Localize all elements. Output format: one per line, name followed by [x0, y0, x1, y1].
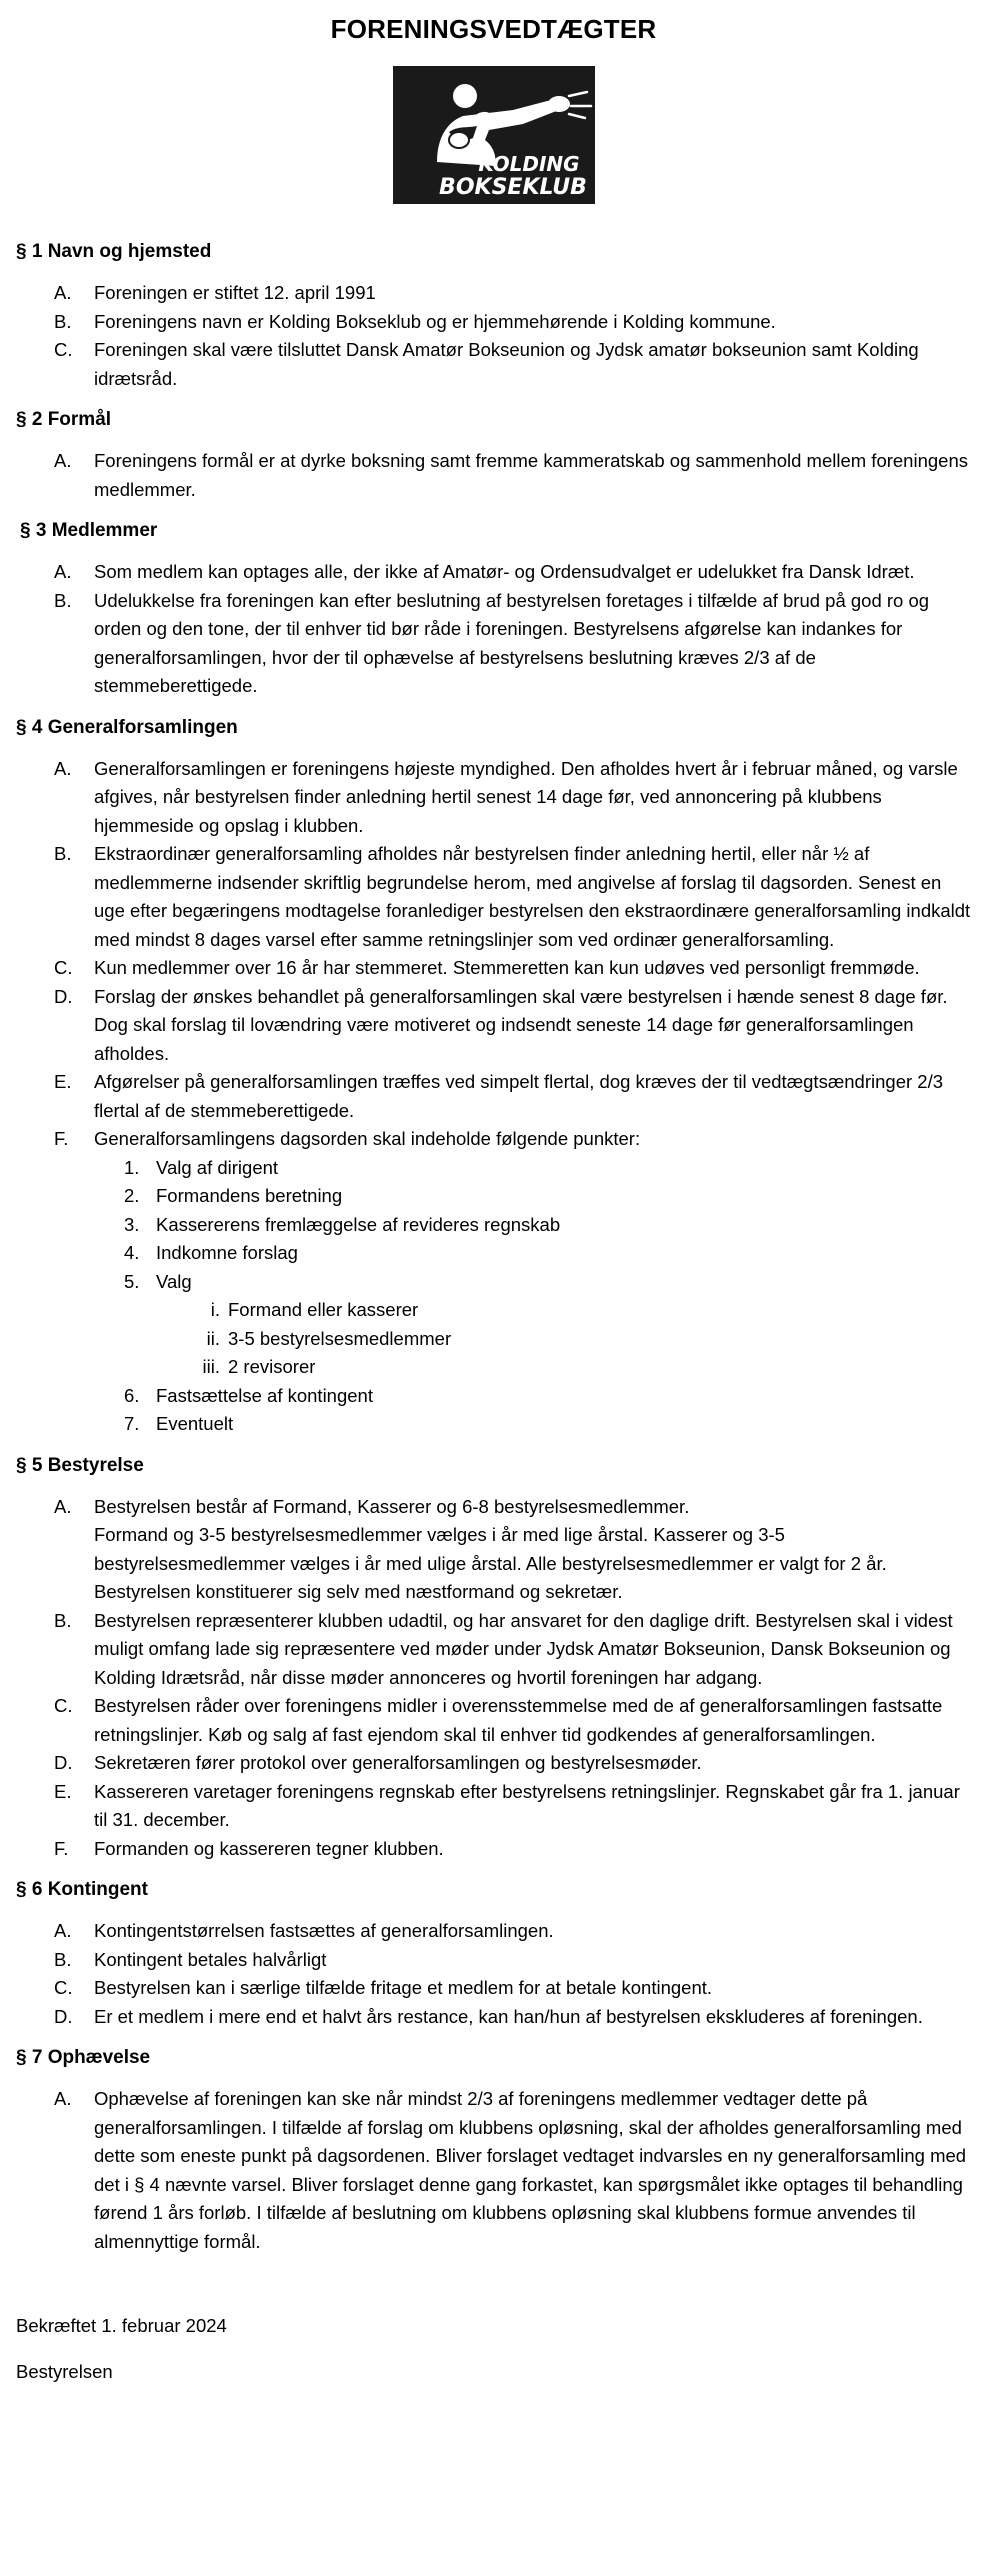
list-item	[16, 1835, 971, 1864]
list-marker: C.	[54, 957, 73, 978]
list-item-text: Bestyrelsen kan i særlige tilfælde fritage et medlem for at betale kontingent.	[94, 1977, 713, 1998]
list-item-text: Udelukkelse fra foreningen kan efter beslutning af bestyrelsen foretages i tilfælde af brud på god ro og orden og den tone, der til enhver tid bør råde i foreningen. Bestyrelsens afgørelse kan indankes for generalforsamlingen, hvor der til ophævelse af bestyrelsens beslutning kræves 2/3 af de stemmeberettigede.	[94, 589, 930, 696]
section-list-ophaevelse	[16, 2085, 971, 2256]
list-item-text: Kassereren varetager foreningens regnskab efter bestyrelsens retningslinjer. Regnskabet går fra 1. januar til 31. december.	[94, 1780, 960, 1830]
list-item-text: Ekstraordinær generalforsamling afholdes når bestyrelsen finder anledning hertil, eller når ½ af medlemmerne indsender skriftlig begrundelse herom, med angivelse af forslag til dagsorden. Senest en uge efter begæringens modtagelse foranlediger bestyrelsen den ekstraordinære generalforsamling indkaldt med mindst 8 dages varsel efter samme retningslinjer som ved ordinær generalforsamling.	[94, 843, 971, 950]
list-item	[16, 1778, 971, 1835]
list-item	[16, 840, 971, 954]
list-item-text: Ophævelse af foreningen kan ske når mindst 2/3 af foreningens medlemmer vedtager dette på generalforsamlingen. I tilfælde af forslag om klubbens opløsning, skal der afholdes generalforsamling med dette som eneste punkt på dagsordenen. Bliver forslaget vedtaget indvarsles en ny generalforsamling med det i § 4 nævnte varsel. Bliver forslaget denne gang forkastet, kan spørgsmålet ikke optages til behandling førend 1 års forløb. I tilfælde af beslutning om klubbens opløsning skal klubbens formue anvendes til almennyttige formål.	[94, 2088, 967, 2252]
list-marker: C.	[54, 339, 73, 360]
list-item	[16, 336, 971, 393]
list-item	[16, 1607, 971, 1693]
list-marker: B.	[54, 1948, 72, 1970]
list-item-text: Bestyrelsen repræsenterer klubben udadtil, og har ansvaret for den daglige drift. Bestyrelsen skal i videst muligt omfang lade sig repræsentere ved møder under Jydsk Amatør Bokseunion, Dansk Bokseunion og Kolding Idrætsråd, når disse møder annonceres og hvortil foreningen har adgang.	[94, 1609, 953, 1688]
list-marker: D.	[54, 2005, 73, 2027]
agenda-item	[94, 1410, 971, 1439]
section-list-generalforsamlingen	[16, 755, 971, 1439]
list-item-text: Formanden og kassereren tegner klubben.	[94, 1837, 444, 1859]
list-marker: E.	[54, 1071, 72, 1092]
section-list-medlemmer	[16, 558, 971, 701]
list-marker: A.	[54, 1495, 72, 1517]
section-list-formaal	[16, 447, 971, 504]
list-item-text: Foreningens navn er Kolding Bokseklub og er hjemmehørende i Kolding kommune.	[94, 310, 776, 332]
document-title: FORENINGSVEDTÆGTER	[330, 14, 657, 44]
list-item	[16, 1917, 971, 1946]
list-item	[16, 587, 971, 701]
list-item	[16, 1946, 971, 1975]
list-item	[16, 1749, 971, 1778]
logo-text-line1: KOLDING	[477, 152, 580, 176]
list-item-text: Kun medlemmer over 16 år har stemmeret. Stemmeretten kan kun udøves ved personligt fremmøde.	[94, 957, 920, 978]
agenda-item-text: Kassererens fremlæggelse af revideres regnskab	[156, 1213, 561, 1235]
list-marker: A.	[54, 757, 72, 779]
list-item	[16, 2085, 971, 2256]
list-item-text: Sekretæren fører protokol over generalforsamlingen og bestyrelsesmøder.	[94, 1752, 702, 1773]
list-item-text: Generalforsamlingens dagsorden skal indeholde følgende punkter:	[94, 1128, 641, 1149]
section-heading-kontingent: § 6 Kontingent	[16, 1879, 148, 1900]
list-marker: A.	[54, 2088, 72, 2109]
list-marker: A.	[54, 282, 72, 303]
section-heading-navn: § 1 Navn og hjemsted	[16, 241, 212, 262]
list-item-text-continued: Formand og 3-5 bestyrelsesmedlemmer vælges i år med lige årstal. Kasserer og 3-5 bestyrelsesmedlemmer vælges i år med ulige årstal. Alle bestyrelsesmedlemmer er valgt for 2 år. Bestyrelsen konstituerer sig selv med næstformand og sekretær.	[94, 1524, 887, 1602]
list-item-text: Kontingentstørrelsen fastsættes af generalforsamlingen.	[94, 1920, 554, 1941]
valg-item-text: 2 revisorer	[228, 1356, 316, 1377]
list-item	[16, 2003, 971, 2032]
agenda-item	[94, 1154, 971, 1183]
agenda-item-text: Valg	[156, 1270, 192, 1292]
list-marker: D.	[54, 985, 73, 1007]
valg-item	[156, 1353, 971, 1382]
list-item-text: Bestyrelsen består af Formand, Kasserer og 6-8 bestyrelsesmedlemmer.	[94, 1495, 690, 1517]
list-item	[16, 279, 971, 308]
list-marker: ii.	[206, 1327, 220, 1349]
confirmation-date: Bekræftet 1. februar 2024	[16, 2315, 227, 2336]
list-item	[16, 1692, 971, 1749]
list-item-text: Foreningen er stiftet 12. april 1991	[94, 282, 376, 303]
list-item	[16, 755, 971, 841]
list-item-text: Foreningen skal være tilsluttet Dansk Amatør Bokseunion og Jydsk amatør bokseunion samt Kolding idrætsråd.	[94, 339, 919, 389]
list-marker: A.	[54, 561, 72, 582]
section-heading-medlemmer: § 3 Medlemmer	[20, 520, 158, 541]
agenda-item-text: Valg af dirigent	[156, 1156, 279, 1178]
agenda-item	[94, 1382, 971, 1411]
list-item	[16, 308, 971, 337]
agenda-item-text: Eventuelt	[156, 1413, 234, 1434]
agenda-item-text: Fastsættelse af kontingent	[156, 1384, 373, 1406]
list-item	[16, 447, 971, 504]
list-marker: 4.	[124, 1242, 140, 1263]
list-item	[16, 1068, 971, 1125]
section-list-kontingent	[16, 1917, 971, 2031]
list-marker: 5.	[124, 1270, 140, 1292]
list-marker: A.	[54, 1920, 72, 1941]
list-item-text: Som medlem kan optages alle, der ikke af Amatør- og Ordensudvalget er udelukket fra Dansk Idræt.	[94, 561, 915, 582]
list-marker: C.	[54, 1977, 73, 1998]
list-marker: B.	[54, 843, 72, 864]
valg-item-text: Formand eller kasserer	[228, 1299, 419, 1320]
list-marker: A.	[54, 450, 72, 471]
list-marker: 2.	[124, 1185, 140, 1206]
valg-item	[156, 1296, 971, 1325]
list-marker: B.	[54, 589, 72, 611]
list-item	[16, 1974, 971, 2003]
signature: Bestyrelsen	[16, 2360, 113, 2382]
list-item	[16, 1493, 971, 1607]
list-item-text: Generalforsamlingen er foreningens højeste myndighed. Den afholdes hvert år i februar måned, og varsle afgives, når bestyrelsen finder anledning hertil senest 14 dage før, ved annoncering på klubbens hjemmeside og opslag i klubben.	[94, 757, 958, 836]
agenda-item-text: Indkomne forslag	[156, 1242, 298, 1263]
list-marker: 7.	[124, 1413, 140, 1434]
agenda-list	[94, 1154, 971, 1439]
list-marker: B.	[54, 1609, 72, 1631]
list-marker: E.	[54, 1780, 72, 1802]
list-marker: iii.	[202, 1356, 220, 1377]
valg-item	[156, 1325, 971, 1354]
list-marker: 1.	[124, 1156, 140, 1178]
list-marker: 6.	[124, 1384, 140, 1406]
section-heading-bestyrelse: § 5 Bestyrelse	[16, 1454, 144, 1476]
list-item	[16, 558, 971, 587]
agenda-item-text: Formandens beretning	[156, 1185, 343, 1206]
agenda-item	[94, 1211, 971, 1240]
list-item-text: Er et medlem i mere end et halvt års restance, kan han/hun af bestyrelsen ekskluderes af foreningen.	[94, 2005, 923, 2027]
list-item	[16, 983, 971, 1069]
list-marker: D.	[54, 1752, 73, 1773]
section-heading-generalforsamlingen: § 4 Generalforsamlingen	[16, 716, 238, 738]
list-item-text: Bestyrelsen råder over foreningens midler i overensstemmelse med de af generalforsamlingen fastsatte retningslinjer. Køb og salg af fast ejendom skal til enhver tid godkendes af generalforsamlingen.	[94, 1695, 943, 1745]
section-list-navn	[16, 279, 971, 393]
list-marker: F.	[54, 1837, 69, 1859]
list-item	[16, 954, 971, 983]
agenda-item	[94, 1268, 971, 1382]
agenda-item	[94, 1239, 971, 1268]
list-marker: B.	[54, 310, 72, 332]
logo-text-line2: BOKSEKLUB	[438, 175, 587, 200]
section-heading-ophaevelse: § 7 Ophævelse	[16, 2047, 151, 2068]
valg-item-text: 3-5 bestyrelsesmedlemmer	[228, 1327, 452, 1349]
list-marker: C.	[54, 1695, 73, 1716]
kolding-bokseklub-logo	[393, 66, 595, 204]
agenda-item	[94, 1182, 971, 1211]
list-item-text: Afgørelser på generalforsamlingen træffes ved simpelt flertal, dog kræves der til vedtægtsændringer 2/3 flertal af de stemmeberettigede.	[94, 1071, 944, 1121]
list-item	[16, 1125, 971, 1439]
list-marker: F.	[54, 1128, 69, 1149]
section-list-bestyrelse	[16, 1493, 971, 1864]
list-item-text: Forslag der ønskes behandlet på generalforsamlingen skal være bestyrelsen i hænde senest 8 dage før. Dog skal forslag til lovændring være motiveret og indsendt seneste 14 dage før generalforsamlingen afholdes.	[94, 985, 948, 1064]
valg-list	[156, 1296, 971, 1382]
list-item-text: Kontingent betales halvårligt	[94, 1948, 327, 1970]
list-item-text: Foreningens formål er at dyrke boksning samt fremme kammeratskab og sammenhold mellem foreningens medlemmer.	[94, 450, 968, 500]
section-heading-formaal: § 2 Formål	[16, 409, 112, 430]
list-marker: i.	[210, 1299, 220, 1320]
list-marker: 3.	[124, 1213, 140, 1235]
